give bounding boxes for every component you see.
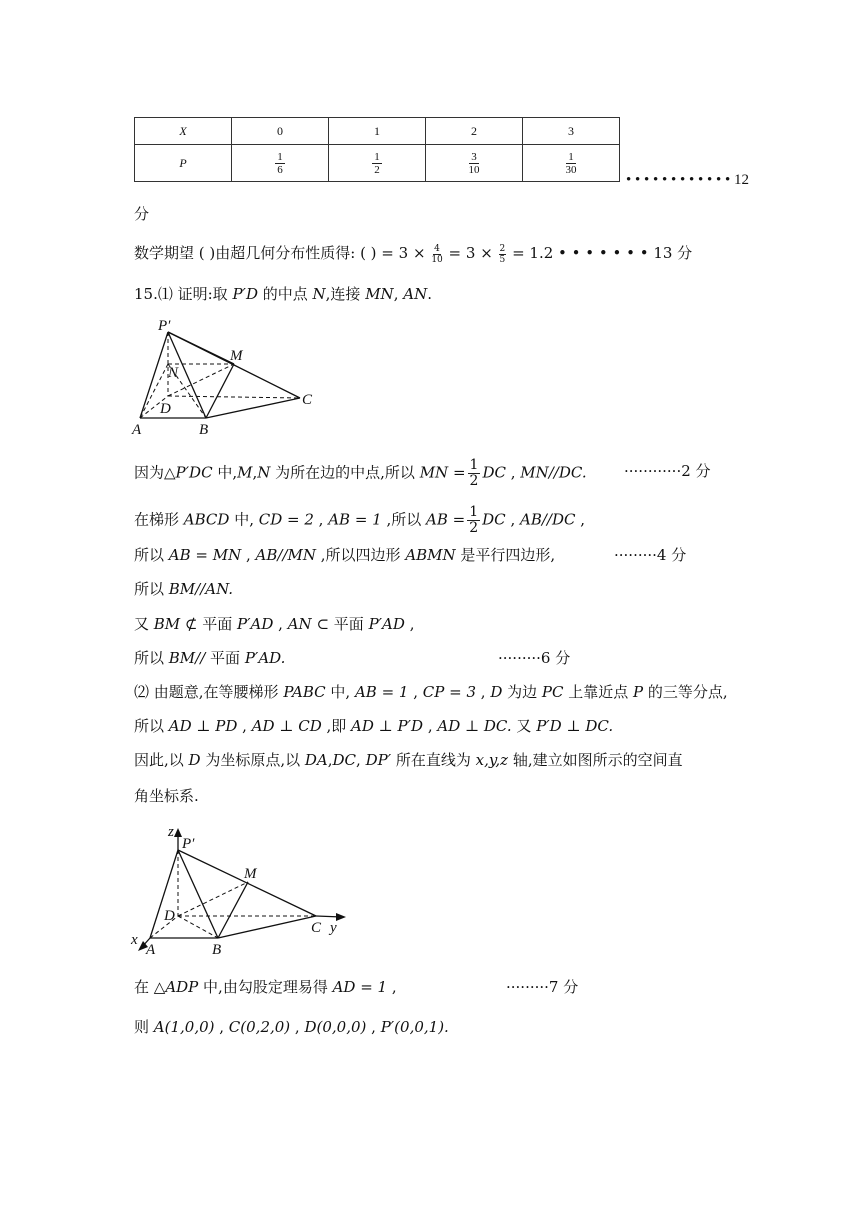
text: 所以 <box>134 649 169 667</box>
math: P′(0,0,1). <box>380 1018 449 1036</box>
part2-line-1 <box>134 682 728 702</box>
math: MN//DC. <box>520 463 587 482</box>
q15-intro <box>134 284 432 304</box>
table-cell: 2 <box>426 118 523 145</box>
label-z: z <box>168 824 174 840</box>
text: , <box>505 510 520 529</box>
label-D: D <box>164 908 175 924</box>
score-6: ·········6 分 <box>498 649 571 667</box>
part2-line-5 <box>134 977 397 997</box>
text: , <box>241 546 256 564</box>
proof-line-6 <box>134 648 285 668</box>
text: 轴,建立如图所示的空间直 <box>508 751 683 769</box>
fraction-numerator: 2 <box>499 243 506 254</box>
text: 平面 <box>329 615 369 633</box>
text: 在 <box>134 978 154 996</box>
fraction-denominator: 2 <box>374 163 380 176</box>
text: , <box>505 463 521 482</box>
text: 为所在边的中点,所以 <box>270 463 420 482</box>
fraction-numerator: 1 <box>277 150 283 163</box>
score-4: ·········4 分 <box>614 546 687 564</box>
math: P′AD <box>237 615 274 633</box>
label-B: B <box>199 422 209 438</box>
text: ,所以 <box>381 510 427 529</box>
math: AD ⊥ P′D <box>351 717 424 735</box>
text: , <box>290 1018 305 1036</box>
math: A(1,0,0) <box>153 1018 215 1036</box>
text: 的三等分点, <box>643 683 728 701</box>
text: 中, <box>212 463 238 482</box>
math: AB = <box>426 510 466 529</box>
fraction-denominator: 5 <box>499 254 506 265</box>
math: △ADP <box>153 978 199 996</box>
math: DA <box>304 751 328 769</box>
text: , <box>214 1018 229 1036</box>
math: C(0,2,0) <box>228 1018 291 1036</box>
text: , <box>393 285 404 303</box>
text: 的中点 <box>257 285 313 303</box>
label-A: A <box>146 942 156 958</box>
text: 中, <box>229 510 259 529</box>
text: 所在直线为 <box>391 751 476 769</box>
text: ,所以四边形 <box>316 546 406 564</box>
label-A: A <box>132 422 142 438</box>
text: , <box>273 615 288 633</box>
text: ,即 <box>321 717 352 735</box>
table-cell <box>329 145 426 182</box>
math: P <box>633 683 644 701</box>
math: PABC <box>283 683 326 701</box>
text: 15.⑴ 证明:取 <box>134 285 233 303</box>
table-cell: X <box>135 118 232 145</box>
label-P: P′ <box>158 318 171 334</box>
expectation-text: 数学期望 ( )由超几何分布性质得: ( ) = 3 × <box>134 244 426 262</box>
text: , <box>408 683 423 701</box>
math: BM//AN. <box>168 580 234 598</box>
text: , <box>404 615 415 633</box>
table-cell <box>426 145 523 182</box>
text: , <box>575 510 585 529</box>
text: ,连接 <box>325 285 366 303</box>
part2-line-2 <box>134 716 613 736</box>
fraction-numerator: 1 <box>469 504 479 520</box>
fraction-denominator: 2 <box>469 473 479 489</box>
text: , <box>366 1018 381 1036</box>
label-C: C <box>302 392 313 408</box>
label-D: D <box>160 401 171 417</box>
math: BM ⊄ <box>153 615 198 633</box>
text: 为坐标原点,以 <box>200 751 305 769</box>
part2-line-4: 角坐标系. <box>134 787 199 805</box>
math: AB = 1 <box>354 683 409 701</box>
fraction-denominator: 6 <box>277 163 283 176</box>
proof-line-5 <box>134 614 414 634</box>
expectation-mid: = 3 × <box>448 244 493 262</box>
math: D <box>490 683 503 701</box>
math: AD = 1 <box>332 978 388 996</box>
label-M: M <box>244 866 257 882</box>
math: ABMN <box>405 546 456 564</box>
math: AB//MN <box>255 546 316 564</box>
math: AD ⊥ PD <box>168 717 238 735</box>
text: , <box>313 510 329 529</box>
label-x: x <box>131 932 138 948</box>
math: AN <box>403 285 428 303</box>
math: DC <box>482 463 506 482</box>
score-7: ·········7 分 <box>506 978 579 996</box>
expectation-result: = 1.2 • • • • • • • 13 分 <box>512 244 693 262</box>
label-B: B <box>212 942 222 958</box>
math: P′AD. <box>244 649 286 667</box>
table-cell: 1 <box>329 118 426 145</box>
math: N <box>257 463 271 482</box>
text: ⑵ 由题意,在等腰梯形 <box>134 683 284 701</box>
math: PC <box>541 683 564 701</box>
label-N: N <box>168 365 179 381</box>
text: 则 <box>134 1018 154 1036</box>
fraction-numerator: 1 <box>374 150 380 163</box>
fraction-numerator: 4 <box>434 243 440 254</box>
text: 又 <box>134 615 154 633</box>
text: . <box>427 285 432 303</box>
text: 又 <box>511 717 537 735</box>
math: AB = 1 <box>328 510 382 529</box>
math: x,y,z <box>475 751 509 769</box>
text: 是平行四边形, <box>455 546 556 564</box>
proof-line-1 <box>134 458 587 489</box>
proof-line-4 <box>134 579 233 599</box>
fraction-numerator: 1 <box>469 457 479 473</box>
text: 中, <box>325 683 355 701</box>
part2-line-6 <box>134 1017 449 1037</box>
distribution-table <box>134 117 620 182</box>
part2-line-3 <box>134 750 683 770</box>
text: 所以 <box>134 717 169 735</box>
score-2: ············2 分 <box>624 462 711 480</box>
fraction-denominator: 10 <box>431 254 443 265</box>
math: AB = MN <box>168 546 242 564</box>
math: D(0,0,0) <box>304 1018 367 1036</box>
fraction-denominator: 30 <box>565 163 577 176</box>
math: ABCD <box>183 510 230 529</box>
table-cell: 3 <box>523 118 620 145</box>
math: P′D ⊥ DC. <box>536 717 614 735</box>
label-M: M <box>230 348 243 364</box>
math: AD ⊥ DC. <box>437 717 512 735</box>
text: 因此,以 <box>134 751 189 769</box>
math: AD ⊥ CD <box>251 717 322 735</box>
math: DC <box>332 751 357 769</box>
table-cell <box>232 145 329 182</box>
pyramid-figure-1 <box>128 316 328 440</box>
text: , <box>387 978 397 996</box>
math: AN ⊂ <box>287 615 330 633</box>
math: CP = 3 <box>422 683 476 701</box>
math: DC <box>482 510 506 529</box>
text: 所以 <box>134 546 169 564</box>
proof-line-3 <box>134 545 555 565</box>
text: 为边 <box>502 683 542 701</box>
math: BM// <box>168 649 206 667</box>
label-C: C <box>311 920 322 936</box>
math: MN = <box>419 463 466 482</box>
math: DP′ <box>365 751 392 769</box>
table-cell: P <box>135 145 232 182</box>
math: △P′DC <box>164 463 213 482</box>
fraction-denominator: 10 <box>468 163 480 176</box>
text: 上靠近点 <box>563 683 634 701</box>
coordinate-figure-2 <box>128 820 358 960</box>
table-cell: 0 <box>232 118 329 145</box>
math: AB//DC <box>519 510 576 529</box>
text: 中,由勾股定理易得 <box>198 978 333 996</box>
label-P: P′ <box>182 836 195 852</box>
math: P′D <box>232 285 258 303</box>
math: D <box>188 751 201 769</box>
math: N <box>312 285 326 303</box>
table-row <box>135 145 620 182</box>
math: M <box>237 463 253 482</box>
text: , <box>356 751 366 769</box>
math: MN <box>365 285 394 303</box>
math: CD = 2 <box>258 510 314 529</box>
fraction-numerator: 3 <box>471 150 477 163</box>
text: , <box>476 683 491 701</box>
text: , <box>237 717 252 735</box>
score-dots-12: • • • • • • • • • • • • 12 <box>626 172 750 188</box>
fraction-denominator: 2 <box>469 520 479 536</box>
expectation-line <box>134 243 692 265</box>
score-unit: 分 <box>134 205 150 223</box>
text: 平面 <box>205 649 245 667</box>
table-cell <box>523 145 620 182</box>
proof-line-2 <box>134 505 585 536</box>
fraction-numerator: 1 <box>568 150 574 163</box>
text: , <box>327 751 333 769</box>
text: , <box>252 463 258 482</box>
text: 因为 <box>134 463 165 482</box>
table-row <box>135 118 620 145</box>
y-axis-arrow <box>336 913 346 921</box>
label-y: y <box>330 920 337 936</box>
math: P′AD <box>368 615 405 633</box>
z-axis-arrow <box>174 828 182 837</box>
text: , <box>423 717 438 735</box>
text: 所以 <box>134 580 169 598</box>
text: 平面 <box>197 615 238 633</box>
text: 在梯形 <box>134 510 184 529</box>
